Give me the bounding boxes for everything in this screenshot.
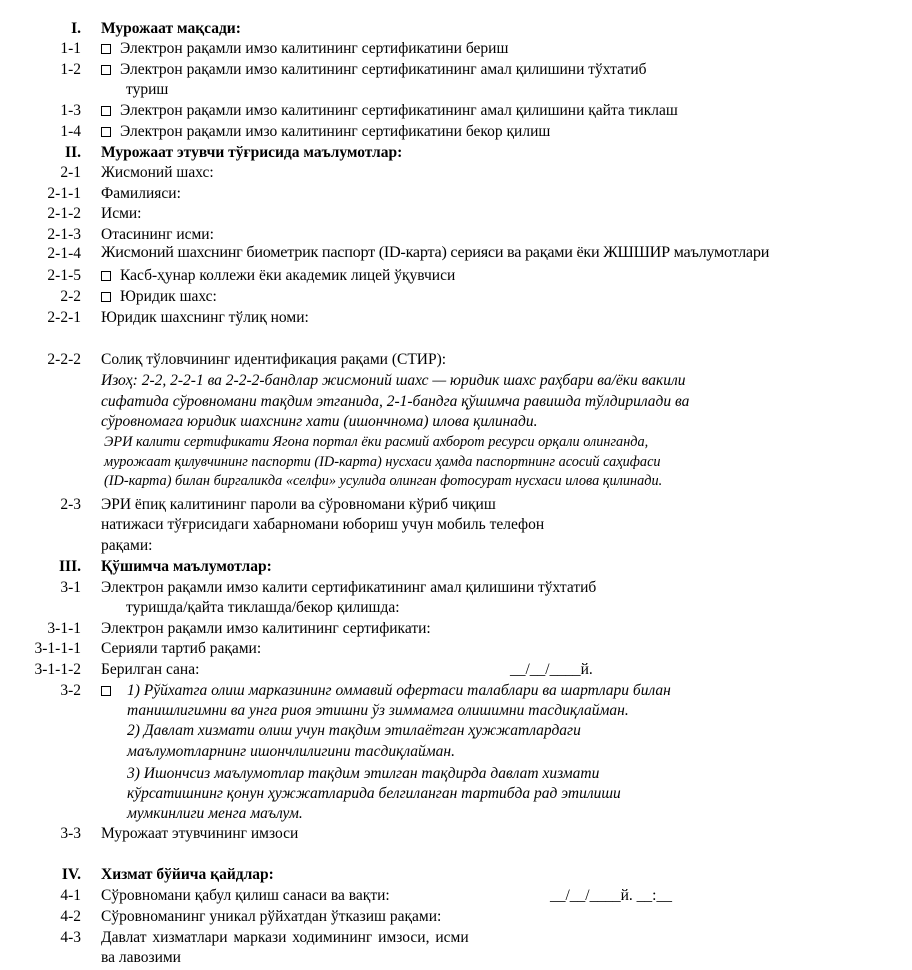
option-label: Электрон рақамли имзо калитининг сертификатининг амал қилишини қайта тиклаш [120,102,678,119]
checkbox[interactable] [101,271,111,281]
field-label: Фамилияси: [101,185,181,202]
field-label: Мурожаат этувчининг имзоси [101,825,299,842]
field-label: Сўровноманинг уникал рўйхатдан ўтказиш рақами: [101,908,442,925]
datetime-field[interactable]: __/__/____й. __:__ [550,887,672,904]
item-number: 2-1-3 [47,226,81,243]
option-row [101,41,508,57]
item-number: 4-3 [60,929,81,946]
item-number: 2-1-4 [47,245,81,262]
option-label: Юридик шахс: [120,288,217,305]
checkbox[interactable] [101,44,111,54]
item-number: 3-1-1 [47,620,81,637]
section-title: Қўшимча маълумотлар: [101,558,272,575]
item-number: 3-3 [60,825,81,842]
field-label: Исми: [101,205,142,222]
consent-line: 2) Давлат хизмати олиш учун тақдим этилаётган ҳужжатлардаги [127,722,581,739]
option-row [101,268,455,284]
item-number: 3-2 [60,682,81,699]
item-number: 1-1 [60,40,81,57]
field-label: Юридик шахснинг тўлиқ номи: [101,309,309,326]
date-field[interactable]: __/__/____й. [510,661,593,678]
item-number: 3-1-1-1 [34,640,81,657]
item-number: 3-1 [60,579,81,596]
checkbox[interactable] [101,292,111,302]
field-label: натижаси тўғрисидаги хабарномани юбориш учун мобиль телефон [101,516,545,533]
option-row [101,103,678,119]
item-number: 2-2-1 [47,309,81,326]
field-label: Электрон рақамли имзо калитининг сертификати: [101,620,431,637]
option-row [101,683,120,699]
option-row [101,62,647,78]
field-label: Солиқ тўловчининг идентификация рақами (СТИР): [101,351,447,368]
consent-line: мумкинлиги менга маълум. [127,805,303,822]
item-number: 2-1-1 [47,185,81,202]
item-number: 2-1-2 [47,205,81,222]
consent-line: 3) Ишончсиз маълумотлар тақдим этилган тақдирда давлат хизмати [127,765,600,782]
field-label: туришда/қайта тиклашда/бекор қилишда: [126,599,400,616]
consent-line: танишлигимни ва унга риоя этишни ўз зиммамга олишимни тасдиқлайман. [127,702,629,719]
option-row [101,124,550,140]
option-label: Электрон рақамли имзо калитининг сертификатини бериш [120,40,509,57]
section-title: Мурожаат мақсади: [101,20,241,37]
section-title: Хизмат бўйича қайдлар: [101,866,274,883]
field-label: Сўровномани қабул қилиш санаси ва вақти: [101,887,390,904]
note-line: мурожаат қилувчининг паспорти (ID-карта) нусхаси ҳамда паспортнинг асосий саҳифаси [104,454,661,470]
section-title: Мурожаат этувчи тўғрисида маълумотлар: [101,144,403,161]
item-number: 2-3 [60,496,81,513]
field-label: ва лавозими [101,949,181,966]
checkbox[interactable] [101,65,111,75]
item-number: 4-2 [60,908,81,925]
option-row [101,289,217,305]
field-label: Давлат хизматлари маркази ходимининг имзоси, исми [101,929,469,946]
item-number: 2-1-5 [47,267,81,284]
option-label: Электрон рақамли имзо калитининг сертификатини бекор қилиш [120,123,551,140]
section-number: IV. [61,866,81,883]
section-number: III. [59,558,81,575]
item-number: 1-3 [60,102,81,119]
item-number: 2-2-2 [47,351,81,368]
field-label: Берилган сана: [101,661,200,678]
field-label: Электрон рақамли имзо калити сертификатининг амал қилишини тўхтатиб [101,579,597,596]
item-number: 3-1-1-2 [34,661,81,678]
note-line: ЭРИ калити сертификати Ягона портал ёки расмий ахборот ресурси орқали олинганда, [104,434,649,450]
field-label: Жисмоний шахс: [101,164,214,181]
item-number: 1-4 [60,123,81,140]
item-number: 2-2 [60,288,81,305]
field-label: Жисмоний шахснинг биометрик паспорт (ID-карта) серияси ва рақами ёки ЖШШИР маълумотлари [101,243,770,261]
checkbox[interactable] [101,686,111,696]
option-label-continued: туриш [126,81,169,98]
field-label: ЭРИ ёпиқ калитининг пароли ва сўровномани кўриб чиқиш [101,496,496,513]
checkbox[interactable] [101,127,111,137]
item-number: 4-1 [60,887,81,904]
note-line: Изоҳ: 2-2, 2-2-1 ва 2-2-2-бандлар жисмоний шахс — юридик шахс раҳбари ва/ёки вакили [101,372,686,389]
section-number: II. [65,144,81,161]
field-label: Отасининг исми: [101,226,214,243]
option-label: Касб-ҳунар коллежи ёки академик лицей ўқувчиси [120,267,456,284]
checkbox[interactable] [101,106,111,116]
consent-line: кўрсатишнинг қонун ҳужжатларида белгиланган тартибда рад этилиши [127,785,621,802]
note-line: сўровномага юридик шахснинг хати (ишончнома) илова қилинади. [101,413,538,430]
consent-line: маълумотларнинг ишончлилигини тасдиқлайман. [127,743,455,760]
item-number: 1-2 [60,61,81,78]
field-label: Серияли тартиб рақами: [101,640,262,657]
note-line: сифатида сўровномани тақдим этганида, 2-1-бандга қўшимча равишда тўлдирилади ва [101,393,690,410]
item-number: 2-1 [60,164,81,181]
field-label: рақами: [101,537,153,554]
option-label: Электрон рақамли имзо калитининг сертификатининг амал қилишини тўхтатиб [120,61,647,78]
section-number: I. [71,20,81,37]
consent-line: 1) Рўйхатга олиш марказининг оммавий офертаси талаблари ва шартлари билан [127,682,671,699]
note-line: (ID-карта) билан биргаликда «селфи» усулида олинган фотосурат нусхаси илова қилинади. [104,473,663,489]
